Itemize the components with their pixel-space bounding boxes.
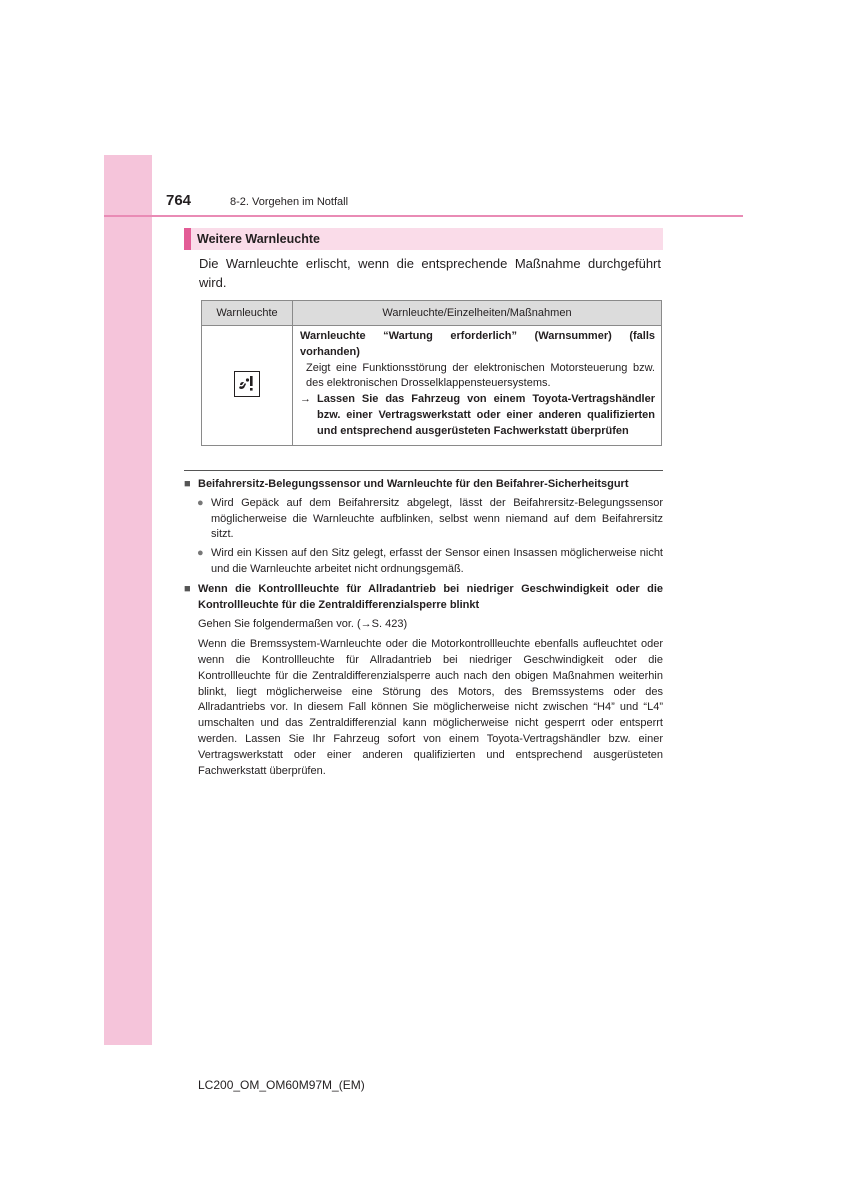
section-intro: Die Warnleuchte erlischt, wenn die entsprechende Maßnahme durchgeführt wird. — [199, 256, 661, 290]
note-2-paragraph: Wenn die Bremssystem-Warnleuchte oder die Motorkontrollleuchte ebenfalls aufleuchtet oder wenn die Kontrollleuchte für Allradantrieb bei niedriger Geschwindigkeit oder die Kontrollleuchte für die Zentraldifferenzialsperre auch nach den obigen Maßnahmen weiterhin blinkt, liegt möglicherweise eine Störung des Motors, des Bremssystems oder des Allradantriebs vor. In diesem Fall können Sie möglicherweise nicht zwischen “H4” und “L4” umschalten und das Zentraldifferenzial kann möglicherweise nicht gesperrt oder entsperrt werden. Lassen Sie Ihr Fahrzeug sofort von einem Toyota-Vertragshändler bzw. einer Vertragswerkstatt oder einer anderen qualifizierten und entsprechend ausgerüsteten Fachwerkstatt überprüfen. — [198, 638, 663, 777]
row-detail: Zeigt eine Funktionsstörung der elektronischen Motorsteuerung bzw. des elektronischen Drosselklappensteuersystems. — [306, 361, 655, 390]
circle-bullet-icon: ● — [197, 547, 204, 560]
section-marker — [184, 228, 191, 250]
note-1-bullet-1-text: Wird Gepäck auf dem Beifahrersitz abgelegt, lässt der Beifahrersitz-Belegungssensor möglicherweise die Warnleuchte aufblinken, selbst wenn niemand auf dem Beifahrersitz sitzt. — [211, 496, 663, 541]
description-cell — [293, 326, 662, 446]
page-number: 764 — [166, 192, 192, 209]
chapter-title: 8-2. Vorgehen im Notfall — [230, 196, 349, 208]
warning-light-table — [201, 300, 662, 446]
circle-bullet-icon: ● — [197, 496, 204, 509]
row-title: Warnleuchte “Wartung erforderlich” (Warnsummer) (falls vorhanden) — [300, 330, 655, 358]
section-separator — [184, 470, 663, 471]
document-code: LC200_OM_OM60M97M_(EM) — [198, 1078, 365, 1092]
table-row — [202, 326, 662, 446]
square-bullet-icon: ■ — [184, 582, 191, 595]
note-1-bullet-1 — [184, 496, 663, 543]
note-heading-1 — [184, 477, 663, 493]
square-bullet-icon: ■ — [184, 478, 191, 490]
section-title: Weitere Warnleuchte — [197, 232, 320, 246]
table-header-row — [202, 301, 662, 326]
notes-block — [184, 477, 663, 779]
note-heading-1-text: Beifahrersitz-Belegungssensor und Warnleuchte für den Beifahrer-Sicherheitsgurt — [198, 478, 629, 490]
row-action-text: Lassen Sie das Fahrzeug von einem Toyota-Vertragshändler bzw. einer Vertragswerkstatt oder einer anderen qualifizierten und entsprechend ausgerüsteten Fachwerkstatt überprüfen — [317, 393, 655, 437]
header-rule — [104, 215, 743, 217]
note-2-line-1: Gehen Sie folgendermaßen vor. (→S. 423) — [198, 618, 408, 631]
table-header-details: Warnleuchte/Einzelheiten/Maßnahmen — [293, 301, 662, 326]
icon-cell — [202, 326, 293, 446]
note-1-bullet-2 — [184, 546, 663, 578]
chapter-side-bar — [104, 155, 152, 1045]
maintenance-required-warning-icon — [234, 371, 260, 397]
section-heading — [184, 228, 663, 250]
table-header-warnleuchte: Warnleuchte — [202, 301, 293, 326]
note-1-bullet-2-text: Wird ein Kissen auf den Sitz gelegt, erfasst der Sensor einen Insassen möglicherweise nicht und die Warnleuchte arbeitet nicht ordnungsgemäß. — [211, 547, 663, 575]
note-heading-2 — [184, 582, 663, 614]
row-action — [300, 392, 655, 439]
note-heading-2-text: Wenn die Kontrollleuchte für Allradantrieb bei niedriger Geschwindigkeit oder die Kontrollleuchte für die Zentraldifferenzialsperre blinkt — [198, 582, 663, 611]
arrow-icon: → — [300, 393, 311, 406]
